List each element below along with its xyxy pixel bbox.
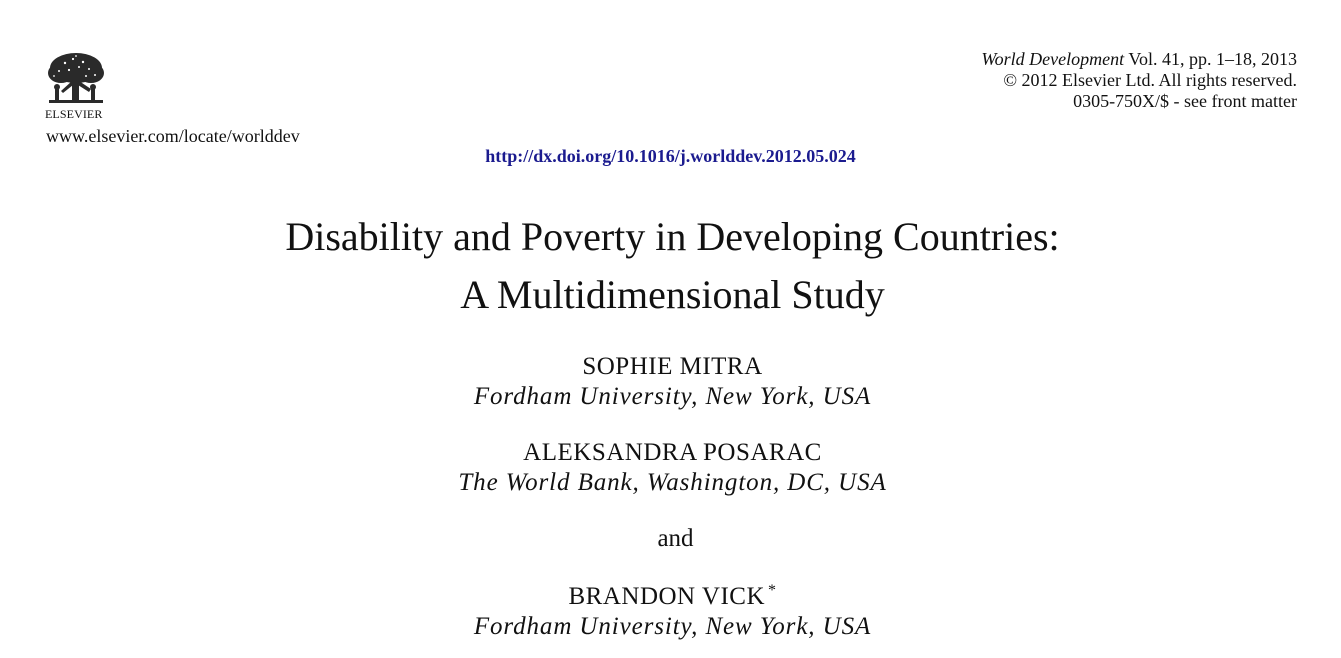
doi-link[interactable]: http://dx.doi.org/10.1016/j.worlddev.2012.05.024 bbox=[485, 146, 856, 166]
citation-journal-line bbox=[981, 49, 1297, 70]
author-entry bbox=[0, 582, 1341, 642]
journal-name: World Development bbox=[981, 49, 1125, 69]
author-name: SOPHIE MITRA bbox=[582, 353, 763, 380]
publisher-name: ELSEVIER bbox=[45, 107, 103, 121]
footnote-marker[interactable]: * bbox=[768, 581, 777, 599]
author-affiliation: Fordham University, New York, USA bbox=[473, 613, 872, 640]
author-entry bbox=[0, 352, 1341, 412]
author-affiliation: The World Bank, Washington, DC, USA bbox=[458, 469, 887, 496]
issn-line: 0305-750X/$ - see front matter bbox=[1073, 91, 1297, 111]
copyright-line: © 2012 Elsevier Ltd. All rights reserved. bbox=[1003, 70, 1297, 90]
publisher-logo bbox=[45, 51, 115, 120]
paper-title bbox=[0, 208, 1341, 324]
elsevier-tree-logo-icon bbox=[45, 51, 107, 107]
title-line-2: A Multidimensional Study bbox=[460, 272, 885, 317]
title-line-1: Disability and Poverty in Developing Countries: bbox=[285, 214, 1060, 259]
author-name-line bbox=[4, 582, 1341, 612]
citation-block bbox=[981, 49, 1297, 112]
author-entry bbox=[0, 438, 1341, 498]
author-affiliation: Fordham University, New York, USA bbox=[473, 383, 872, 410]
author-name: BRANDON VICK bbox=[568, 583, 766, 610]
journal-url[interactable]: www.elsevier.com/locate/worlddev bbox=[46, 126, 300, 146]
volume-pages: Vol. 41, pp. 1–18, 2013 bbox=[1128, 49, 1297, 69]
author-conjunction: and bbox=[657, 525, 694, 552]
doi-link-container bbox=[0, 145, 1341, 167]
author-name: ALEKSANDRA POSARAC bbox=[523, 439, 822, 466]
